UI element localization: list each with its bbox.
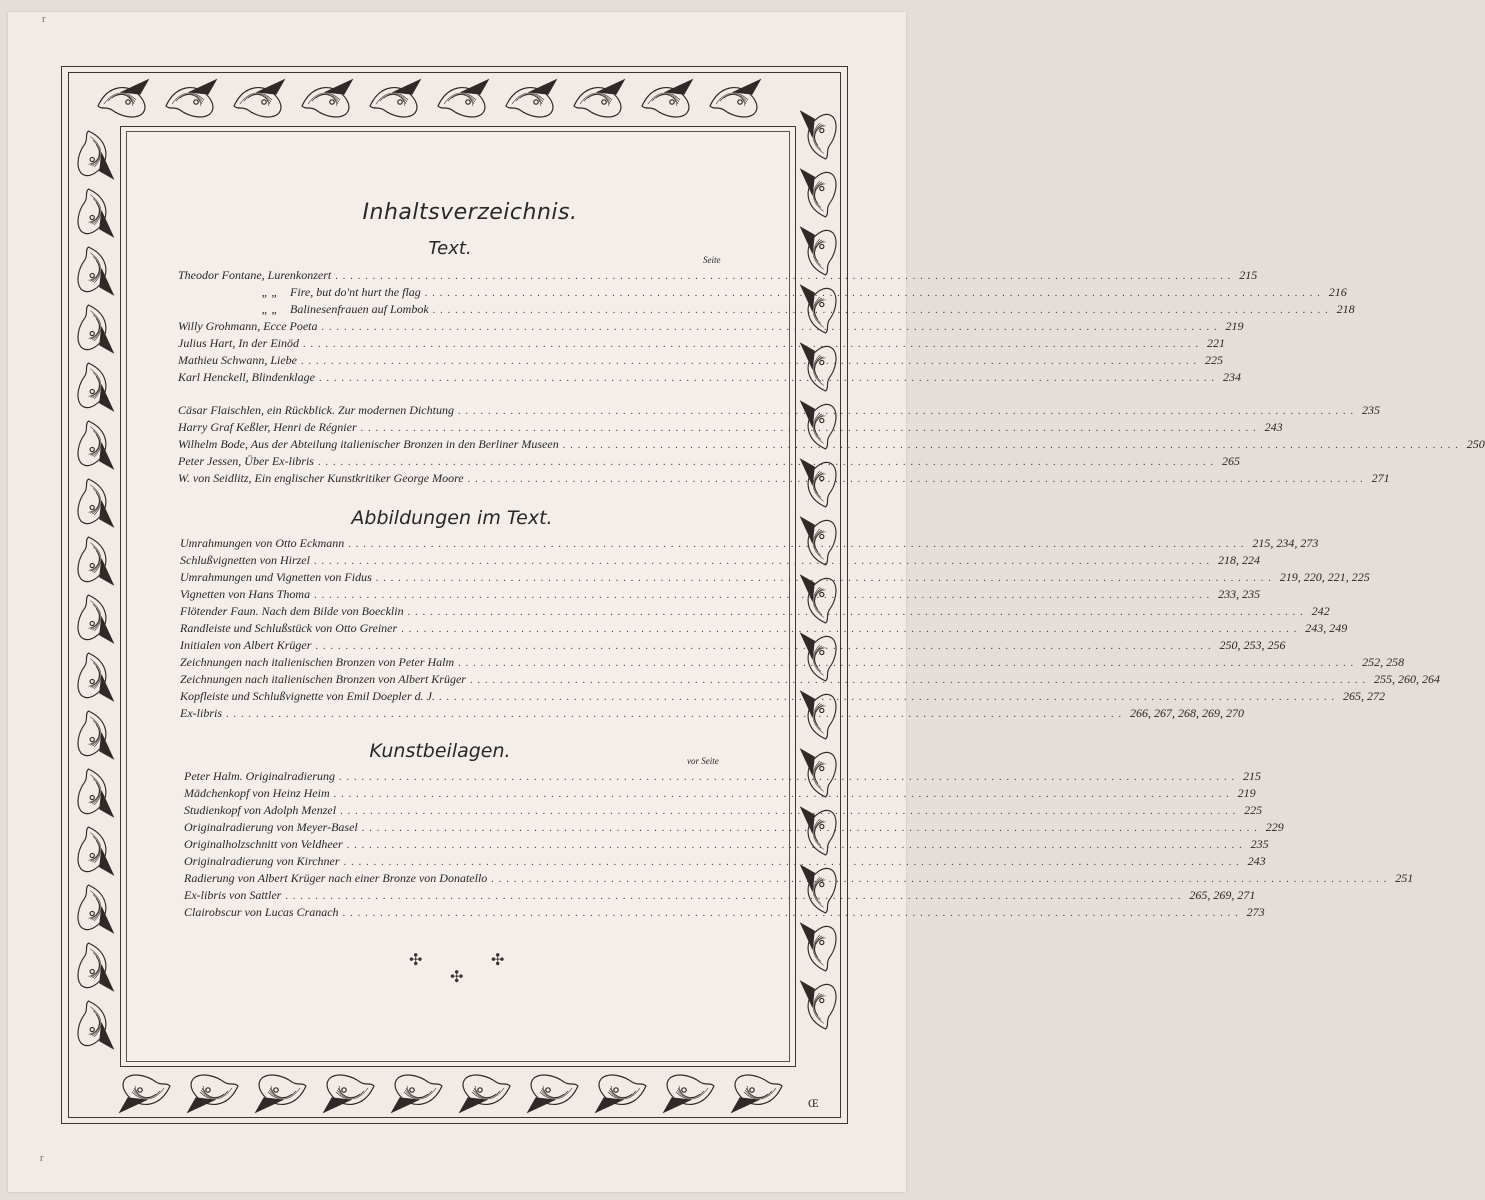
toc-entry-title: „ „ Fire, but do'nt hurt the flag <box>178 285 421 300</box>
toc-row <box>180 570 1370 586</box>
toc-row <box>184 769 1261 785</box>
toc-row <box>180 638 1286 654</box>
ditto-mark: „ „ <box>261 285 278 299</box>
toc-entry-page: 218, 224 <box>1217 553 1260 567</box>
toc-entry-title: Willy Grohmann, Ecce Poeta <box>178 319 318 333</box>
toc-entry-page: 219 <box>1225 319 1244 333</box>
toc-row <box>178 370 1241 386</box>
toc-entry-page: 266, 267, 268, 269, 270 <box>1130 706 1244 720</box>
toc-entry-title: Studienkopf von Adolph Menzel <box>184 803 337 817</box>
page-column-label: Seite <box>703 255 721 265</box>
ornament-right: ✣ <box>491 952 505 969</box>
leader-dots: ........................................................................................................................ <box>438 692 1339 703</box>
toc-row <box>184 837 1269 853</box>
toc-row <box>178 403 1380 419</box>
toc-entry-title: Peter Halm. Originalradierung <box>184 769 335 783</box>
toc-entry-page: 218 <box>1336 302 1355 316</box>
toc-row <box>178 302 1355 318</box>
toc-entry-page: 234 <box>1222 370 1241 384</box>
section-heading-kunstbeilagen: Kunstbeilagen. <box>369 740 511 762</box>
leader-dots: ........................................................................................................................ <box>339 772 1239 783</box>
toc-entry-title: Peter Jessen, Über Ex-libris <box>178 454 314 468</box>
leader-dots: ........................................................................................................................ <box>407 607 1308 618</box>
toc-entry-page: 271 <box>1371 471 1390 485</box>
section-heading-text: Text. <box>428 238 472 259</box>
toc-row <box>180 689 1385 705</box>
leader-dots: ........................................................................................................................ <box>491 874 1392 885</box>
toc-entry-title: W. von Seidlitz, Ein englischer Kunstkritiker George Moore <box>178 471 464 485</box>
toc-entry-title: Mathieu Schwann, Liebe <box>178 353 297 367</box>
leader-dots: ........................................................................................................................ <box>300 356 1201 367</box>
ornament-center: ✣ <box>450 969 464 986</box>
toc-entry-page: 265, 272 <box>1342 689 1385 703</box>
leader-dots: ........................................................................................................................ <box>348 539 1249 550</box>
leader-dots: ........................................................................................................................ <box>343 857 1244 868</box>
leader-dots: ........................................................................................................................ <box>335 271 1236 282</box>
leader-dots: ........................................................................................................................ <box>401 624 1302 635</box>
leader-dots: ........................................................................................................................ <box>562 440 1463 451</box>
toc-entry-title: Zeichnungen nach italienischen Bronzen von Albert Krüger <box>180 672 466 686</box>
toc-entry-title: Schlußvignetten von Hirzel <box>180 553 310 567</box>
toc-entry-page: 265, 269, 271 <box>1189 888 1256 902</box>
toc-row <box>180 553 1260 569</box>
toc-row <box>178 437 1485 453</box>
toc-row <box>184 786 1256 802</box>
leader-dots: ........................................................................................................................ <box>361 823 1262 834</box>
leader-dots: ........................................................................................................................ <box>457 406 1358 417</box>
leader-dots: ........................................................................................................................ <box>303 339 1203 350</box>
leader-dots: ........................................................................................................................ <box>226 709 1126 720</box>
toc-entry-title: Vignetten von Hans Thoma <box>180 587 311 601</box>
toc-entry-title: Julius Hart, In der Einöd <box>178 336 299 350</box>
toc-row <box>180 672 1440 688</box>
ornament-left: ✣ <box>409 952 423 969</box>
toc-entry-page: 229 <box>1265 820 1284 834</box>
toc-entry-title: Randleiste und Schlußstück von Otto Greiner <box>180 621 398 635</box>
toc-entry-page: 215, 234, 273 <box>1252 536 1319 550</box>
section-heading-abbildungen: Abbildungen im Text. <box>351 507 553 529</box>
toc-entry-title: Ex-libris von Sattler <box>184 888 282 902</box>
toc-entry-page: 242 <box>1311 604 1330 618</box>
toc-entry-page: 265 <box>1221 454 1240 468</box>
corner-mark: r <box>42 14 46 25</box>
toc-row <box>184 803 1263 819</box>
toc-entry-page: 252, 258 <box>1362 655 1405 669</box>
toc-entry-title: Wilhelm Bode, Aus der Abteilung italienischer Bronzen in den Berliner Museen <box>178 437 559 451</box>
toc-entry-page: 221 <box>1207 336 1225 350</box>
toc-entry-page: 255, 260, 264 <box>1373 672 1440 686</box>
toc-entry-title: Ex-libris <box>180 706 222 720</box>
toc-entry-title: Kopfleiste und Schlußvignette von Emil Doepler d. J. <box>180 689 435 703</box>
leader-dots: ........................................................................................................................ <box>469 675 1370 686</box>
toc-row <box>180 536 1319 552</box>
toc-entry-page: 243, 249 <box>1305 621 1348 635</box>
leader-dots: ........................................................................................................................ <box>340 806 1241 817</box>
toc-entry-page: 215 <box>1243 769 1261 783</box>
leader-dots: ........................................................................................................................ <box>375 573 1276 584</box>
toc-entry-title: Cäsar Flaischlen, ein Rückblick. Zur modernen Dichtung <box>178 403 454 417</box>
toc-entry-page: 235 <box>1361 403 1380 417</box>
toc-entry-title: Umrahmungen und Vignetten von Fidus <box>180 570 372 584</box>
leader-dots: ........................................................................................................................ <box>342 908 1243 919</box>
toc-entry-title: Theodor Fontane, Lurenkonzert <box>178 268 332 282</box>
toc-row <box>180 587 1261 603</box>
toc-row <box>184 871 1414 887</box>
page-title: Inhaltsverzeichnis. <box>362 200 578 225</box>
artist-monogram: Œ <box>808 1096 819 1110</box>
toc-entry-title: Originalradierung von Meyer-Basel <box>184 820 358 834</box>
toc-entry-page: 251 <box>1395 871 1414 885</box>
toc-row <box>178 353 1223 369</box>
corner-mark-bottom: r <box>40 1153 44 1164</box>
toc-entry-title: Zeichnungen nach italienischen Bronzen von Peter Halm <box>180 655 455 669</box>
toc-entry-title: Initialen von Albert Krüger <box>180 638 312 652</box>
toc-entry-page: 235 <box>1250 837 1269 851</box>
leader-dots: ........................................................................................................................ <box>333 789 1234 800</box>
toc-row <box>184 905 1265 921</box>
toc-entry-page: 273 <box>1246 905 1265 919</box>
toc-entry-page: 215 <box>1239 268 1258 282</box>
toc-entry-title: Clairobscur von Lucas Cranach <box>184 905 339 919</box>
toc-entry-page: 216 <box>1328 285 1347 299</box>
toc-entry-title: Originalholzschnitt von Veldheer <box>184 837 343 851</box>
toc-row <box>178 420 1283 436</box>
toc-row <box>178 268 1258 284</box>
toc-entry-page: 233, 235 <box>1218 587 1261 601</box>
leader-dots: ........................................................................................................................ <box>317 457 1218 468</box>
toc-row <box>178 285 1347 301</box>
toc-entry-page: 219, 220, 221, 225 <box>1279 570 1370 584</box>
leader-dots: ........................................................................................................................ <box>285 891 1186 902</box>
leader-dots: ........................................................................................................................ <box>346 840 1247 851</box>
toc-entry-page: 219 <box>1237 786 1256 800</box>
toc-row <box>180 621 1348 637</box>
toc-row <box>184 820 1284 836</box>
toc-row <box>178 336 1225 352</box>
toc-entry-page: 243 <box>1247 854 1266 868</box>
toc-row <box>180 655 1405 671</box>
leader-dots: ........................................................................................................................ <box>424 288 1325 299</box>
leader-dots: ........................................................................................................................ <box>321 322 1222 333</box>
toc-row <box>178 454 1240 470</box>
toc-entry-title: Flötender Faun. Nach dem Bilde von Boecklin <box>180 604 404 618</box>
leader-dots: ........................................................................................................................ <box>360 423 1261 434</box>
leader-dots: ........................................................................................................................ <box>318 373 1219 384</box>
toc-entry-title: Karl Henckell, Blindenklage <box>178 370 315 384</box>
toc-entry-title: Harry Graf Keßler, Henri de Régnier <box>178 420 357 434</box>
toc-row <box>178 319 1244 335</box>
toc-entry-page: 250, 253, 256 <box>1219 638 1286 652</box>
toc-entry-page: 250 <box>1466 437 1485 451</box>
page-column-label-vor-seite: vor Seite <box>687 756 719 766</box>
leader-dots: ........................................................................................................................ <box>432 305 1333 316</box>
leader-dots: ........................................................................................................................ <box>467 474 1368 485</box>
leader-dots: ........................................................................................................................ <box>315 641 1216 652</box>
toc-row <box>180 706 1244 722</box>
toc-entry-title: Mädchenkopf von Heinz Heim <box>184 786 330 800</box>
leader-dots: ........................................................................................................................ <box>313 556 1214 567</box>
toc-entry-page: 243 <box>1264 420 1283 434</box>
toc-entry-title: Originalradierung von Kirchner <box>184 854 340 868</box>
toc-entry-title: Radierung von Albert Krüger nach einer Bronze von Donatello <box>184 871 488 885</box>
toc-row <box>180 604 1330 620</box>
leader-dots: ........................................................................................................................ <box>458 658 1359 669</box>
toc-row <box>184 888 1256 904</box>
toc-entry-page: 225 <box>1244 803 1263 817</box>
toc-entry-title: Umrahmungen von Otto Eckmann <box>180 536 345 550</box>
leader-dots: ........................................................................................................................ <box>314 590 1215 601</box>
toc-entry-page: 225 <box>1204 353 1223 367</box>
ditto-mark: „ „ <box>261 302 278 316</box>
toc-row <box>178 471 1390 487</box>
toc-entry-title: „ „ Balinesenfrauen auf Lombok <box>178 302 429 317</box>
toc-row <box>184 854 1266 870</box>
